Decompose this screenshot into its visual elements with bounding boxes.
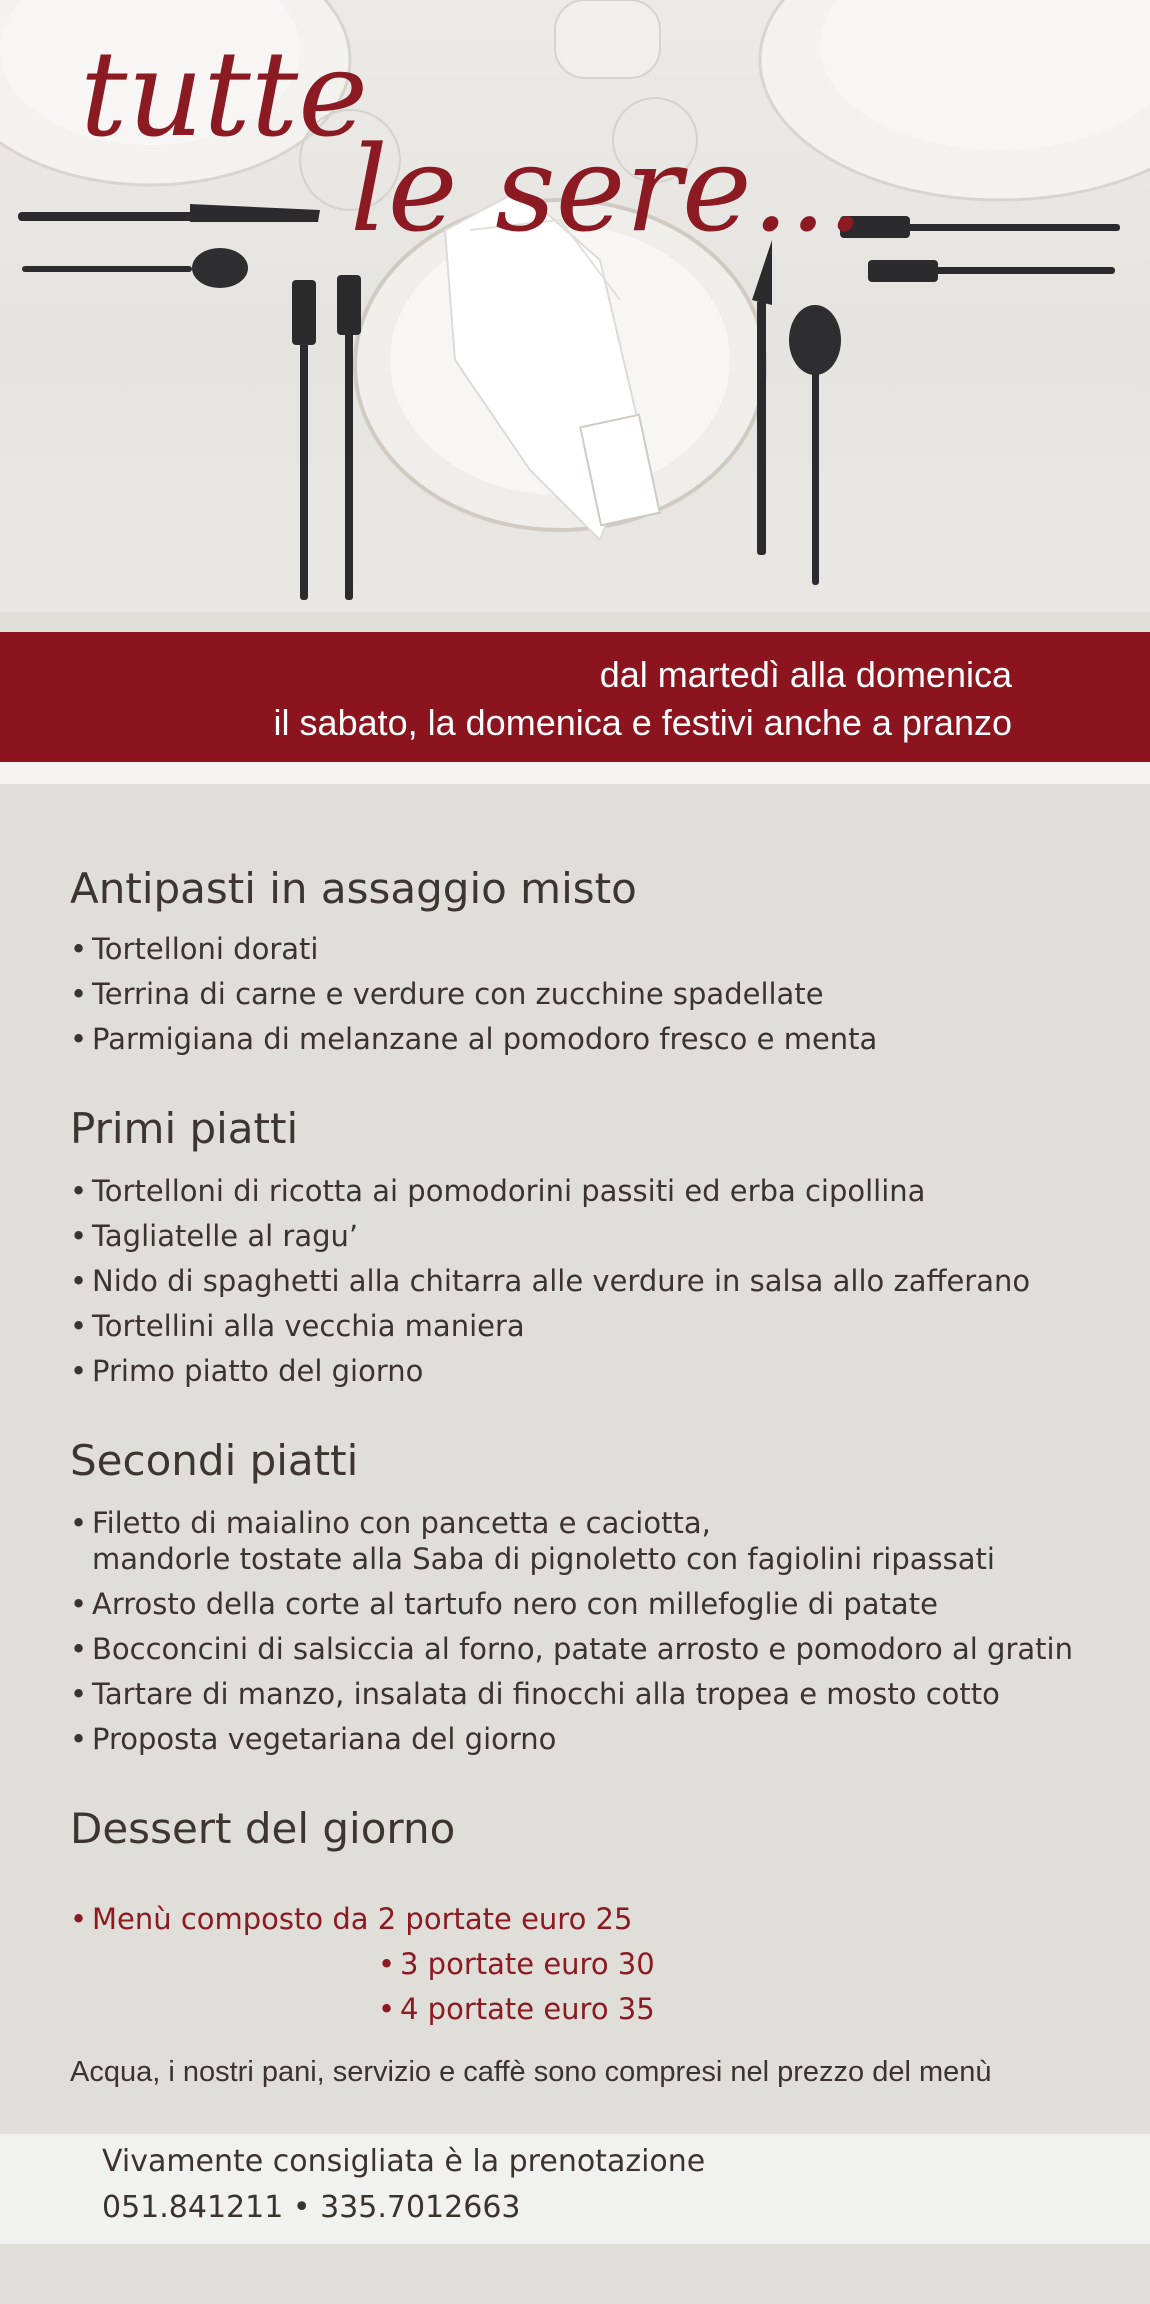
primi-title: Primi piatti bbox=[70, 1104, 299, 1153]
list-item-continuation: mandorle tostate alla Saba di pignoletto con fagiolini ripassati bbox=[92, 1542, 995, 1576]
price-3-courses: • 3 portate euro 30 bbox=[378, 1947, 655, 1981]
hero-photo bbox=[0, 0, 1150, 612]
reservation-note: Vivamente consigliata è la prenotazione bbox=[102, 2144, 706, 2179]
list-item: • Tortelloni dorati bbox=[70, 932, 319, 966]
list-item: • Proposta vegetariana del giorno bbox=[70, 1722, 557, 1756]
footer bbox=[0, 2134, 1150, 2244]
list-item: • Tortelloni di ricotta ai pomodorini passiti ed erba cipollina bbox=[70, 1174, 926, 1208]
list-item: • Terrina di carne e verdure con zucchine spadellate bbox=[70, 977, 824, 1011]
list-item: • Parmigiana di melanzane al pomodoro fresco e menta bbox=[70, 1022, 878, 1056]
price-4-courses: • 4 portate euro 35 bbox=[378, 1992, 655, 2026]
inclusions-note: Acqua, i nostri pani, servizio e caffè sono compresi nel prezzo del menù bbox=[70, 2056, 992, 2088]
schedule-band bbox=[0, 632, 1150, 762]
list-item: • Tartare di manzo, insalata di finocchi alla tropea e mosto cotto bbox=[70, 1677, 1000, 1711]
list-item: • Bocconcini di salsiccia al forno, patate arrosto e pomodoro al gratin bbox=[70, 1632, 1073, 1666]
bottom-margin bbox=[0, 2244, 1150, 2304]
hero-title-word1: tutte bbox=[80, 25, 369, 163]
list-item: • Tortellini alla vecchia maniera bbox=[70, 1309, 525, 1343]
antipasti-title: Antipasti in assaggio misto bbox=[70, 864, 637, 913]
hero-title-word2: le sere... bbox=[350, 120, 865, 258]
secondi-title: Secondi piatti bbox=[70, 1436, 359, 1485]
dessert-title: Dessert del giorno bbox=[70, 1804, 456, 1853]
list-item: • Nido di spaghetti alla chitarra alle verdure in salsa allo zafferano bbox=[70, 1264, 1031, 1298]
list-item: • Filetto di maialino con pancetta e caciotta, bbox=[70, 1506, 711, 1540]
list-item: • Primo piatto del giorno bbox=[70, 1354, 424, 1388]
phone-numbers: 051.841211 • 335.7012663 bbox=[102, 2190, 521, 2225]
list-item: • Tagliatelle al ragu’ bbox=[70, 1219, 359, 1253]
schedule-line-1: dal martedì alla domenica bbox=[599, 654, 1012, 695]
price-2-courses: • Menù composto da 2 portate euro 25 bbox=[70, 1902, 633, 1936]
list-item: • Arrosto della corte al tartufo nero con millefoglie di patate bbox=[70, 1587, 938, 1621]
separator bbox=[0, 762, 1150, 784]
schedule-line-2: il sabato, la domenica e festivi anche a pranzo bbox=[273, 702, 1012, 743]
